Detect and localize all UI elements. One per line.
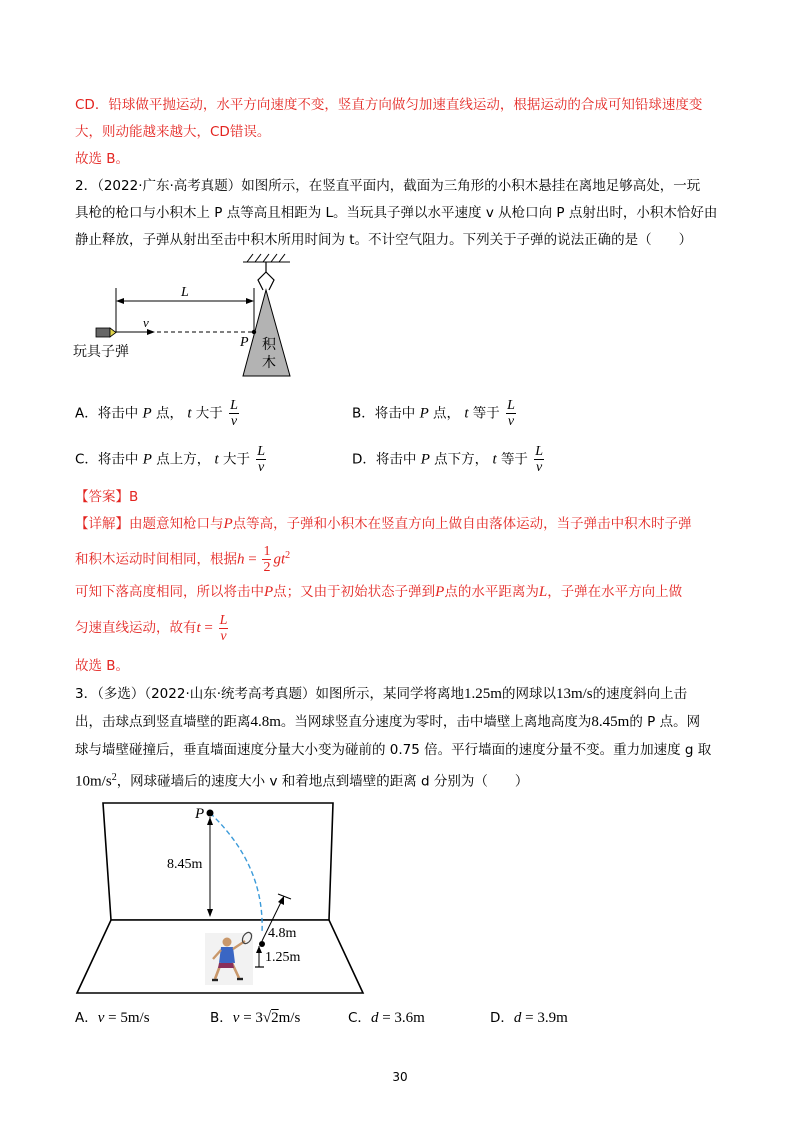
option-b-fraction: $\frac{L}{v}$ (507, 398, 515, 429)
option-d-mid: 点下方， (434, 451, 489, 468)
q2-detail-line1: 【详解】由题意知枪口与P点等高，子弹和小积木在竖直方向上做自由落体运动，当子弹击中积木时子弹 (75, 516, 692, 532)
q2-option-d[interactable] (352, 444, 546, 474)
q2-option-b[interactable] (352, 398, 518, 428)
label-8-45m: 8.45m (167, 857, 203, 872)
point-P-dot (252, 330, 256, 334)
formula-L-over-v: $\frac{L}{v}$ (219, 612, 228, 644)
q3-option-b[interactable]: B．v = 3√2m/s (210, 1010, 301, 1026)
option-b-relation: 等于 (472, 405, 500, 422)
option-b-t: t (464, 405, 469, 422)
label-P: P (240, 335, 249, 350)
option-c-mid: 点上方， (156, 451, 211, 468)
q2-option-a[interactable] (75, 398, 241, 428)
hanger-clip (258, 262, 274, 290)
dimension-arrow-right (246, 298, 254, 304)
option-c-t: t (214, 451, 219, 468)
q3-stem-line1: 3．（多选）（2022·山东·统考高考真题）如图所示，某同学将离地1.25m的网球以13m/s的速度斜向上击 (75, 686, 688, 702)
q2-detail-line3: 可知下落高度相同，所以将击中P点；又由于初始状态子弹到P点的水平距离为L，子弹在水平方向上做 (75, 584, 683, 600)
label-L: L (181, 285, 189, 300)
formula-half: $\frac{1}{2}$ (263, 544, 271, 575)
label-4-8m: 4.8m (268, 926, 297, 941)
tennis-player-icon (205, 931, 253, 985)
q2-answer: 【答案】B (75, 489, 139, 505)
sqrt-symbol: √ (262, 1010, 272, 1026)
ceiling-hatch (243, 254, 290, 262)
q2-choose-line: 故选 B。 (75, 658, 130, 674)
option-d-relation: 等于 (500, 451, 528, 468)
label-v: v (143, 315, 149, 330)
q2-stem-line2: 具枪的枪口与小积木上 P 点等高且相距为 L。当玩具子弹以水平速度 v 从枪口向 P 点射出时，小积木恰好由 (75, 205, 718, 221)
q3-stem-line2: 出，击球点到竖直墙壁的距离4.8m。当网球竖直分速度为零时，击中墙壁上离地高度为8.45m的 P 点。网 (75, 714, 701, 730)
option-a-relation: 大于 (195, 405, 223, 422)
option-c-relation: 大于 (222, 451, 250, 468)
toy-bullet (96, 328, 116, 337)
q2-detail-line2: 和积木运动时间相同，根据h = $\frac{1}{2}$ $gt^2$ (75, 544, 291, 575)
option-c-P: P (142, 451, 152, 468)
label-P-q3: P (195, 806, 205, 822)
point-P-ball (207, 810, 214, 817)
detail-tag: 【详解】 (75, 516, 129, 532)
q3-option-d[interactable]: D．d = 3.9m (490, 1010, 568, 1026)
hit-point-ball (259, 941, 265, 947)
option-d-t: t (492, 451, 497, 468)
block-char-1: 积 (262, 338, 276, 353)
formula-h: h (237, 551, 245, 568)
option-c-fraction: $\frac{L}{v}$ (257, 444, 266, 475)
q2-detail-line4: 匀速直线运动，故有t = $\frac{L}{v}$ (75, 612, 228, 644)
q2-option-c[interactable] (75, 444, 268, 474)
q2-stem-line3: 静止释放，子弹从射出至击中积木所用时间为 t。不计空气阻力。下列关于子弹的说法正确的是（ ） (75, 232, 693, 248)
option-a-text: A．将击中 (75, 405, 139, 422)
q3-option-a[interactable]: A．v = 5m/s (75, 1010, 150, 1026)
q3-stem-line3: 球与墙壁碰撞后，垂直墙面速度分量大小变为碰前的 0.75 倍。平行墙面的速度分量不变。重力加速度 g 取 (75, 742, 712, 758)
q2-figure (73, 250, 315, 385)
option-b-mid: 点， (433, 405, 461, 422)
prev-explanation-line1: CD．铅球做平抛运动，水平方向速度不变，竖直方向做匀加速直线运动，根据运动的合成可知铅球速度变 (75, 97, 703, 113)
q3-option-c[interactable]: C．d = 3.6m (348, 1010, 425, 1026)
block-char-2: 木 (262, 356, 276, 371)
prev-explanation-line2: 大，则动能越来越大，CD错误。 (75, 124, 271, 140)
q3-figure (75, 795, 365, 1005)
option-a-mid: 点， (156, 405, 184, 422)
q2-stem-line1: 2．（2022·广东·高考真题）如图所示，在竖直平面内，截面为三角形的小积木悬挂在离地足够高处，一玩 (75, 178, 701, 194)
prev-choose-line: 故选 B。 (75, 151, 130, 167)
label-1-25m: 1.25m (265, 950, 301, 965)
option-a-t: t (187, 405, 192, 422)
option-b-text: B．将击中 (352, 405, 416, 422)
option-d-text: D．将击中 (352, 451, 417, 468)
option-d-fraction: $\frac{L}{v}$ (535, 444, 544, 475)
option-b-P: P (419, 405, 429, 422)
formula-t: t (196, 620, 201, 636)
option-a-fraction: $\frac{L}{v}$ (230, 398, 238, 429)
option-c-text: C．将击中 (75, 451, 139, 468)
gun-label: 玩具子弹 (73, 344, 129, 360)
dimension-arrow-left (116, 298, 124, 304)
option-d-P: P (420, 451, 430, 468)
option-a-P: P (142, 405, 152, 422)
q3-stem-line4: $10m/s^2$，网球碰墙后的速度大小 v 和着地点到墙壁的距离 d 分别为（ ） (75, 772, 529, 790)
page-number: 30 (392, 1070, 408, 1084)
